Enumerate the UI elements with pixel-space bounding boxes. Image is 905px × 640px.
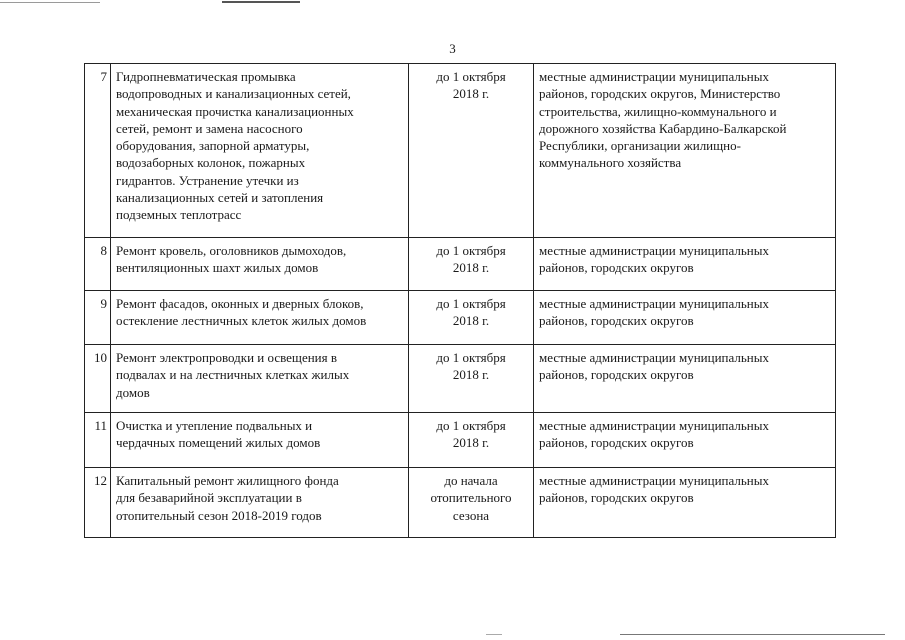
responsible-party: местные администрации муниципальных районов, городских округов bbox=[534, 413, 836, 468]
scan-mark-top-left bbox=[0, 2, 100, 3]
responsible-party: местные администрации муниципальных районов, городских округов bbox=[534, 238, 836, 291]
table-row bbox=[85, 345, 836, 413]
work-description: Ремонт кровель, оголовников дымоходов, вентиляционных шахт жилых домов bbox=[111, 238, 409, 291]
table-row bbox=[85, 468, 836, 538]
table-row bbox=[85, 238, 836, 291]
work-description: Капитальный ремонт жилищного фонда для безаварийной эксплуатации в отопительный сезон 2018-2019 годов bbox=[111, 468, 409, 538]
row-number: 7 bbox=[85, 64, 111, 238]
row-number: 10 bbox=[85, 345, 111, 413]
work-description: Ремонт электропроводки и освещения в подвалах и на лестничных клетках жилых домов bbox=[111, 345, 409, 413]
deadline: до 1 октября 2018 г. bbox=[409, 291, 534, 345]
scan-mark-top-center bbox=[222, 1, 300, 3]
responsible-party: местные администрации муниципальных районов, городских округов bbox=[534, 345, 836, 413]
work-description: Очистка и утепление подвальных и чердачных помещений жилых домов bbox=[111, 413, 409, 468]
scan-mark-bottom-right bbox=[620, 634, 885, 635]
deadline: до начала отопительного сезона bbox=[409, 468, 534, 538]
table-row bbox=[85, 413, 836, 468]
row-number: 12 bbox=[85, 468, 111, 538]
work-description: Ремонт фасадов, оконных и дверных блоков, остекление лестничных клеток жилых домов bbox=[111, 291, 409, 345]
deadline: до 1 октября 2018 г. bbox=[409, 345, 534, 413]
scan-mark-bottom-center bbox=[486, 634, 502, 635]
page-number: 3 bbox=[449, 41, 456, 56]
row-number: 8 bbox=[85, 238, 111, 291]
deadline: до 1 октября 2018 г. bbox=[409, 413, 534, 468]
deadline: до 1 октября 2018 г. bbox=[409, 238, 534, 291]
responsible-party: местные администрации муниципальных районов, городских округов bbox=[534, 468, 836, 538]
responsible-party: местные администрации муниципальных районов, городских округов bbox=[534, 291, 836, 345]
responsible-party: местные администрации муниципальных районов, городских округов, Министерство строительства, жилищно-коммунального и дорожного хозяйства Кабардино-Балкарской Республики, организации жилищно- коммунального хозяйства bbox=[534, 64, 836, 238]
work-description: Гидропневматическая промывка водопроводных и канализационных сетей, механическая прочистка канализационных сетей, ремонт и замена насосного оборудования, запорной арматуры, водозаборных колонок, пожарных гидрантов. Устранение утечки из канализационных сетей и затопления подземных теплотрасс bbox=[111, 64, 409, 238]
deadline: до 1 октября 2018 г. bbox=[409, 64, 534, 238]
row-number: 11 bbox=[85, 413, 111, 468]
measures-table bbox=[84, 63, 836, 538]
table-row bbox=[85, 291, 836, 345]
row-number: 9 bbox=[85, 291, 111, 345]
table-row bbox=[85, 64, 836, 238]
